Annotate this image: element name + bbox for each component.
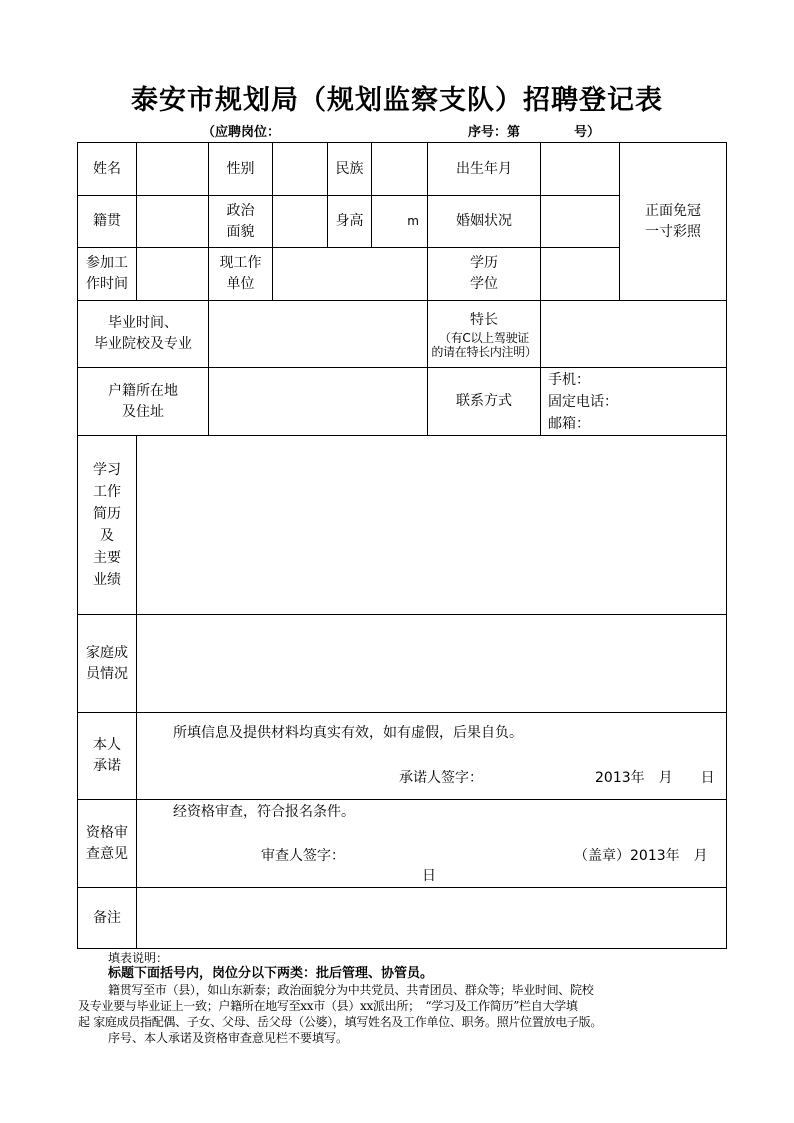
serial-suffix: 号） (574, 125, 601, 140)
name-field[interactable] (137, 143, 209, 196)
position-label: （应聘岗位： (202, 125, 281, 140)
notes-line2: 籍贯写至市（县），如山东新泰；政治面貌分为中共党员、共青团员、群众等；毕业时间、院校 (108, 983, 594, 997)
origin-label: 籍贯 (78, 196, 137, 248)
remarks-field[interactable] (137, 888, 727, 949)
pledge-section (137, 713, 727, 800)
review-section (137, 800, 727, 888)
politics-label (209, 196, 273, 248)
gender-field[interactable] (273, 143, 328, 196)
residence-field[interactable] (209, 368, 428, 436)
registration-form (77, 142, 727, 949)
notes-line3: 及专业要与毕业证上一致；户籍所在地写至xx市（县）xx派出所； “学习及工作简历”栏自大学填 (78, 999, 578, 1013)
family-line2: 员情况 (86, 665, 128, 682)
politics-field[interactable] (273, 196, 328, 248)
review-line1: 资格审 (86, 824, 128, 841)
marital-label: 婚姻状况 (428, 196, 541, 248)
contact-label: 联系方式 (428, 368, 541, 436)
work-start-label (78, 248, 137, 301)
pledge-date: 2013年 月 日 (595, 770, 715, 786)
specialty-note-line2: 的请在特长内注明） (431, 344, 537, 359)
resume-line1: 学习 (93, 462, 121, 478)
review-label (78, 800, 137, 888)
review-text: 经资格审查，符合报名条件。 (173, 804, 355, 820)
name-label: 姓名 (78, 143, 137, 196)
work-start-line1: 参加工 (86, 255, 128, 271)
work-start-field[interactable] (137, 248, 209, 301)
work-start-line2: 作时间 (86, 276, 128, 292)
family-field[interactable] (137, 615, 727, 713)
graduation-line1: 毕业时间、 (108, 315, 178, 331)
ethnicity-field[interactable] (372, 143, 428, 196)
remarks-label: 备注 (78, 888, 137, 949)
resume-line3: 简历 (93, 506, 121, 522)
employer-line1: 现工作 (219, 255, 262, 271)
phone-label: 固定电话： (548, 393, 618, 410)
graduation-label (78, 301, 209, 368)
notes-line4: 起 家庭成员指配偶、子女、父母、岳父母（公婆），填写姓名及工作单位、职务。照片位置放电子版。 (78, 1015, 603, 1029)
pledge-line1: 本人 (93, 737, 121, 753)
pledge-sign-label: 承诺人签字： (399, 770, 483, 786)
notes-line5: 序号、本人承诺及资格审查意见栏不要填写。 (108, 1031, 349, 1045)
degree-label (428, 248, 541, 301)
photo-box[interactable] (620, 143, 727, 301)
politics-label-line1: 政治 (226, 202, 255, 219)
resume-field[interactable] (137, 436, 727, 615)
residence-label (78, 368, 209, 436)
origin-field[interactable] (137, 196, 209, 248)
serial-prefix: 序号：第 (468, 125, 521, 140)
family-line1: 家庭成 (86, 644, 128, 661)
employer-label (209, 248, 273, 301)
height-label: 身高 (328, 196, 372, 248)
mobile-label: 手机： (548, 371, 590, 388)
notes-line1: 标题下面括号内，岗位分以下两类：批后管理、协管员。 (108, 966, 434, 981)
pledge-text: 所填信息及提供材料均真实有效，如有虚假，后果自负。 (173, 725, 523, 741)
serial-label (468, 121, 600, 140)
email-label: 邮箱： (548, 415, 590, 432)
resume-label (78, 436, 137, 615)
specialty-label (428, 301, 541, 368)
employer-line2: 单位 (226, 276, 255, 292)
review-day: 日 (422, 868, 436, 884)
photo-label-line2: 一寸彩照 (645, 223, 701, 240)
specialty-field[interactable] (541, 301, 727, 368)
politics-label-line2: 面貌 (226, 223, 255, 240)
specialty-note-line1: （有C以上驾驶证 (439, 330, 529, 345)
degree-field[interactable] (541, 248, 620, 301)
gender-label: 性别 (209, 143, 273, 196)
review-line2: 查意见 (86, 845, 128, 862)
resume-line2: 工作 (93, 484, 121, 500)
contact-field[interactable] (541, 368, 727, 436)
notes-heading: 填表说明： (108, 951, 169, 965)
birth-label: 出生年月 (428, 143, 541, 196)
specialty-title: 特长 (470, 311, 498, 328)
degree-line1: 学历 (470, 255, 498, 271)
marital-field[interactable] (541, 196, 620, 248)
review-date: （盖章）2013年 月 (574, 848, 708, 864)
filling-instructions (78, 950, 728, 1046)
resume-line5: 主要 (93, 550, 121, 566)
review-sign-label: 审查人签字： (261, 848, 345, 864)
family-label (78, 615, 137, 713)
resume-line4: 及 (100, 528, 114, 544)
degree-line2: 学位 (470, 276, 498, 292)
graduation-field[interactable] (209, 301, 428, 368)
height-field[interactable]: m (372, 196, 428, 248)
residence-line2: 及住址 (122, 403, 164, 420)
ethnicity-label: 民族 (328, 143, 372, 196)
graduation-line2: 毕业院校及专业 (94, 336, 192, 352)
resume-line6: 业绩 (93, 572, 121, 588)
page-title: 泰安市规划局（规划监察支队）招聘登记表 (131, 85, 663, 116)
photo-label-line1: 正面免冠 (645, 202, 701, 219)
residence-line1: 户籍所在地 (108, 382, 178, 399)
pledge-line2: 承诺 (93, 758, 121, 774)
birth-field[interactable] (541, 143, 620, 196)
employer-field[interactable] (273, 248, 428, 301)
pledge-label (78, 713, 137, 800)
